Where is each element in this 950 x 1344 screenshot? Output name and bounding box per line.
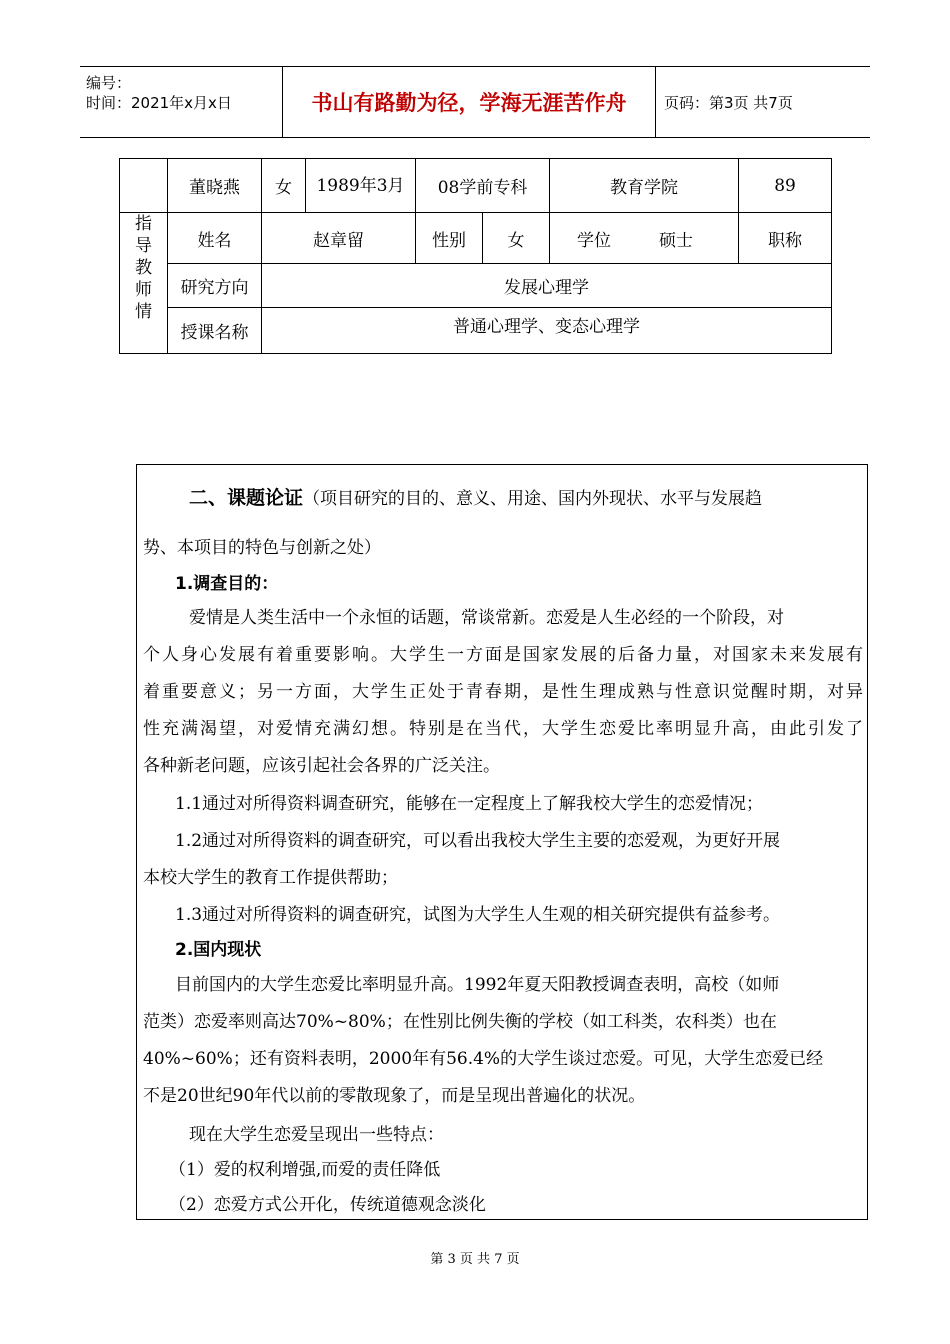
header-page-info: 页码：第3页 共7页 [664,93,793,112]
item-1-2: 1.2通过对所得资料的调查研究，可以看出我校大学生主要的恋爱观，为更好开展 [175,831,781,851]
list-item: （2）恋爱方式公开化，传统道德观念淡化 [169,1195,486,1215]
student-name: 董晓燕 [168,159,262,213]
advisor-label-char: 导 [135,236,152,256]
advisor-gender: 女 [483,213,550,264]
advisor-label-char: 指 [135,214,152,234]
item-1-2-cont: 本校大学生的教育工作提供帮助； [143,868,398,888]
paragraph-line: 着重要意义；另一方面，大学生正处于青春期，是性生理成熟与性意识觉醒时期，对异 [143,682,863,702]
paragraph-line: 各种新老问题，应该引起社会各界的广泛关注。 [143,756,500,776]
research-row [120,264,832,308]
courses-value: 普通心理学、变态心理学 [262,308,832,354]
topic-argument-section [136,464,868,1220]
advisor-section-label [120,213,168,354]
advisor-label-char: 情 [135,302,152,322]
student-class: 08学前专科 [416,159,550,213]
item-1-3: 1.3通过对所得资料的调查研究，试图为大学生人生观的相关研究提供有益参考。 [175,905,781,925]
student-gender: 女 [262,159,306,213]
advisor-label-char: 师 [135,280,152,300]
list-item: （1）爱的权利增强,而爱的责任降低 [169,1160,441,1180]
advisor-title-label: 职称 [739,213,832,264]
paragraph-line: 现在大学生恋爱呈现出一些特点： [189,1125,444,1145]
student-college: 教育学院 [550,159,739,213]
heading-domestic-status: 2.国内现状 [175,940,262,960]
paragraph-line: 目前国内的大学生恋爱比率明显升高。1992年夏天阳教授调查表明，高校（如师 [175,975,780,995]
advisor-degree-cell [550,213,739,264]
section-heading-title: 二、课题论证 [189,487,304,509]
student-row-blank [120,159,168,213]
section-heading-note: （项目研究的目的、意义、用途、国内外现状、水平与发展趋 [303,489,763,509]
student-row [120,159,832,213]
header-slogan: 书山有路勤为径，学海无涯苦作舟 [282,67,656,137]
advisor-gender-label: 性别 [416,213,483,264]
section-heading-note-cont: 势、本项目的特色与创新之处） [143,538,381,558]
advisor-label-char: 教 [135,258,152,278]
paragraph-line: 性充满渴望，对爱情充满幻想。特别是在当代，大学生恋爱比率明显升高，由此引发了 [143,719,863,739]
section-heading [189,483,762,510]
heading-survey-purpose: 1.调查目的： [175,574,279,594]
page-footer: 第 3 页 共 7 页 [430,1252,520,1267]
item-1-1: 1.1通过对所得资料调查研究，能够在一定程度上了解我校大学生的恋爱情况； [175,794,764,814]
courses-row [120,308,832,354]
student-score: 89 [739,159,832,213]
advisor-name-label: 姓名 [168,213,262,264]
paragraph-line: 爱情是人类生活中一个永恒的话题，常谈常新。恋爱是人生必经的一个阶段，对 [189,608,784,628]
document-date: 时间：2021年x月x日 [86,94,232,112]
advisor-degree: 硕士 [659,230,694,251]
paragraph-line: 不是20世纪90年代以前的零散现象了，而是呈现出普遍化的状况。 [143,1086,646,1106]
paragraph-line: 个人身心发展有着重要影响。大学生一方面是国家发展的后备力量，对国家未来发展有 [143,645,863,665]
student-birth: 1989年3月 [306,159,416,213]
research-label: 研究方向 [168,264,262,308]
advisor-row [120,213,832,264]
document-number-label: 编号： [86,74,132,92]
paragraph-line: 40%~60%；还有资料表明，2000年有56.4%的大学生谈过恋爱。可见，大学生恋爱已经 [143,1049,824,1069]
header-meta [80,67,282,137]
advisor-degree-label: 学位 [577,230,612,251]
page-header [80,66,870,138]
research-value: 发展心理学 [262,264,832,308]
advisor-name: 赵章留 [262,213,416,264]
courses-label: 授课名称 [168,308,262,354]
paragraph-line: 范类）恋爱率则高达70%~80%；在性别比例失衡的学校（如工科类，农科类）也在 [143,1012,777,1032]
info-table [119,158,832,354]
